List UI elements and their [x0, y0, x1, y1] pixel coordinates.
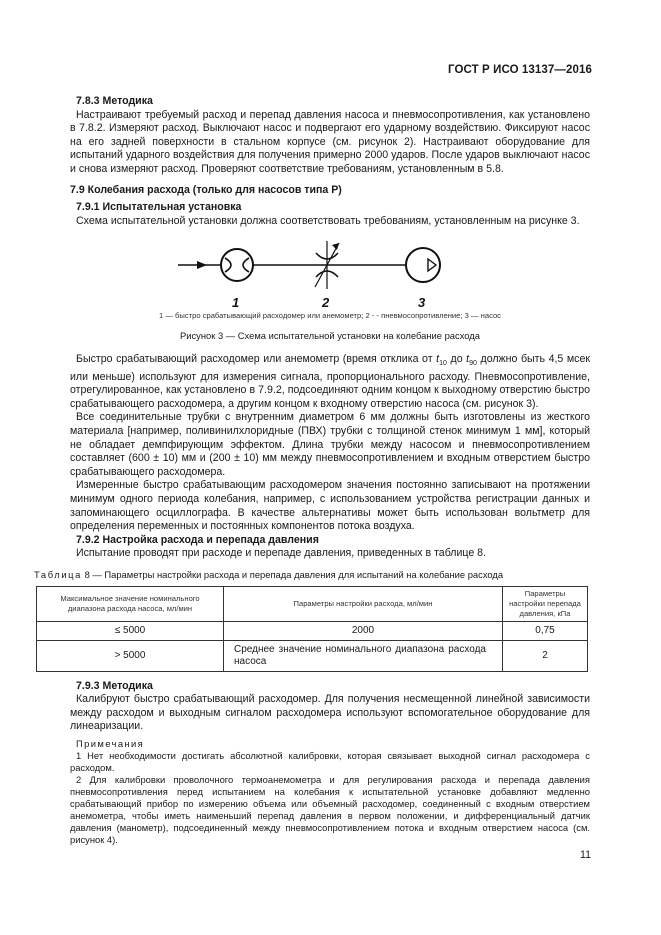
paragraph-7-9-3: Калибруют быстро срабатывающий расходомер. Для получения несмещенной линейной зависимости между расходом и выходным сигналом расходомера используют вспомогательное оборудование для линеаризации. — [70, 693, 590, 733]
label-3: 3 — [418, 295, 426, 310]
table-header-cell: Параметры настройки перепада давления, кПа — [503, 586, 588, 621]
figure-3-legend: 1 — быстро срабатывающий расходомер или анемометр; 2 - - пневмосопротивление; 3 — насос — [159, 311, 501, 321]
table-cell: > 5000 — [37, 640, 224, 671]
pump-symbol-icon — [406, 248, 440, 282]
table-cell: 0,75 — [503, 621, 588, 640]
table-8 — [36, 586, 588, 672]
heading-7-9-3: 7.9.3 Методика — [76, 679, 153, 692]
label-1: 1 — [232, 295, 240, 310]
table-row — [37, 640, 588, 671]
figure-3-caption: Рисунок 3 — Схема испытательной установки на колебание расхода — [180, 330, 480, 342]
paragraph-7-9-2: Испытание проводят при расходе и перепаде давления, приведенных в таблице 8. — [76, 547, 486, 560]
heading-7-9-2: 7.9.2 Настройка расхода и перепада давления — [76, 533, 319, 546]
paragraph-7-8-3: Настраивают требуемый расход и перепад давления насоса и пневмосопротивления, как установлено в 7.8.2. Измеряют расход. Выключают насос и подвергают его ударному воздействию. Фиксируют насос на его задней поверхности в стальном корпусе (см. рисунок 2). Настраивают оборудование для испытаний ударного воздействия для получения примерно 2000 ударов. После ударов выключают насос и снова измеряют расход. Проверяют соответствие требованиям, установленным в 5.8. — [70, 108, 590, 175]
page-content — [34, 95, 591, 846]
table-header-row — [37, 586, 588, 621]
notes-title: Примечания — [76, 737, 145, 749]
table-cell: 2 — [503, 640, 588, 671]
paragraph-flowmeter: Быстро срабатывающий расходомер или анемометр (время отклика от $t_{10}$ до $t_{90}$ должно быть 4,5 мсек или меньше) используют для измерения сигнала, пропорционального расходу. Пневмосопротивление, отрегулированное, как установлено в 7.9.2, подсоединяют одним концом к выходному отверстию быстро срабатывающего расходомера, а другим концом к входному отверстию насоса (см. рисунок 3). — [70, 352, 591, 410]
table-cell: ≤ 5000 — [37, 621, 224, 640]
table-cell: Среднее значение номинального диапазона расхода насоса — [224, 640, 503, 671]
test-setup-schematic — [70, 231, 590, 309]
flow-direction-arrow-icon — [197, 261, 207, 269]
note-2: 2 Для калибровки проволочного термоанемометра и для регулирования расхода и перепада давления пневмосопротивления перед испытанием на колебания к испытательной установке добавляют медленно срабатывающий прибор по измерению объема или объемный расходомер, соединенный с входным отверстием анемометра, чтобы иметь наименьший перепад давления в первом положении, и дифференциальный датчик давления (манометр), подсоединенный между пневмосопротивлением потока и входным отверстием насоса (см. рисунок 4). — [70, 773, 590, 845]
label-2: 2 — [322, 295, 330, 310]
heading-7-8-3: 7.8.3 Методика — [76, 95, 153, 107]
note-1: 1 Нет необходимости достигать абсолютной калибровки, которая связывает выходной сигнал расходомера с расходом. — [70, 749, 590, 773]
heading-7-9: 7.9 Колебания расхода (только для насосов типа Р) — [70, 183, 342, 196]
document-header: ГОСТ Р ИСО 13137—2016 — [447, 64, 592, 76]
figure-3-diagram — [70, 231, 590, 309]
paragraph-recording: Измеренные быстро срабатывающим расходомером значения постоянно записывают на протяжении минимум одного периода колебания, например, с использованием устройства регистрации данных и запоминающего осциллографа. В качестве альтернативы может быть использован вольтметр для определения переменных и постоянных компонентов потока воздуха. — [70, 479, 590, 533]
paragraph-7-9-1-intro: Схема испытательной установки должна соответствовать требованиям, установленным на рисунке 3. — [76, 214, 580, 227]
table-row — [37, 621, 588, 640]
notes-block — [70, 738, 590, 846]
table-cell: 2000 — [224, 621, 503, 640]
paragraph-tubes: Все соединительные трубки с внутренним диаметром 6 мм должны быть изготовлены из жесткого материала [например, поливинилхлоридные (ПВХ) трубки с толщиной стенок минимум 1 мм], который не обладает демпфирующим эффектом. Длина трубки между насосом и пневмосопротивлением составляет (600 ± 10) мм и (200 ± 10) мм между пневмосопротивлением и входным отверстием быстро срабатывающего расходомера. — [70, 411, 590, 478]
heading-7-9-1: 7.9.1 Испытательная установка — [76, 201, 242, 214]
table-header-cell: Максимальное значение номинального диапазона расхода насоса, мл/мин — [37, 586, 224, 621]
table-8-caption: Таблица 8 — Параметры настройки расхода и перепада давления для испытаний на колебание расхода — [34, 568, 504, 580]
table-header-cell: Параметры настройки расхода, мл/мин — [224, 586, 503, 621]
flowmeter-symbol-icon — [221, 249, 253, 281]
page-number: 11 — [580, 849, 591, 861]
